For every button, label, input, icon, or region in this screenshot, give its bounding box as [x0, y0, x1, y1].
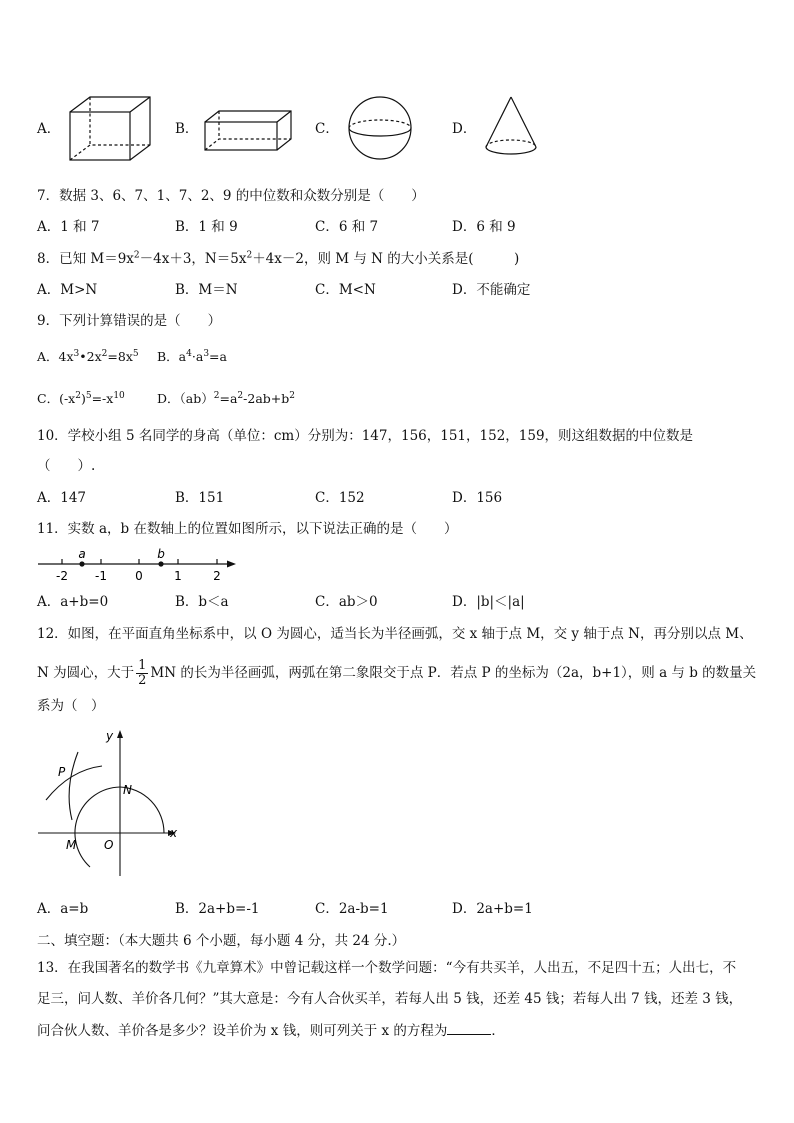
q13-line3: 问合伙人数、羊价各是多少？设羊价为 x 钱，则可列关于 x 的方程为 ．: [37, 1023, 505, 1039]
point-b-label: b: [157, 547, 165, 561]
q6-option-c-label: C．: [315, 121, 339, 137]
q11-option-a: A．a+b=0: [37, 594, 109, 610]
fraction-one-half: $\frac{1}{2}$: [138, 658, 147, 688]
q10-option-b: B．151: [175, 490, 225, 506]
q9-option-a: A．$4x^3•2x^2=8x^5$: [37, 348, 139, 364]
q6-option-d-label: D．: [452, 121, 477, 137]
q12-option-a: A．a=b: [37, 901, 89, 917]
tick-label: -1: [95, 569, 107, 583]
point-m-label: M: [66, 838, 77, 852]
q12-option-b: B．2a+b=-1: [175, 901, 260, 917]
q7-stem: 7．数据 3、6、7、1、7、2、9 的中位数和众数分别是（ ）: [37, 188, 425, 204]
point-p-label: P: [58, 765, 66, 779]
q8-option-b: B．M＝N: [175, 282, 238, 298]
q12-option-d: D．2a+b=1: [452, 901, 533, 917]
q8-option-a: A．M>N: [37, 282, 98, 298]
q9-option-c: C．$(-x^2)^5=-x^{10}$: [37, 390, 125, 406]
q11-option-d: D．|b|＜|a|: [452, 594, 525, 610]
cuboid-figure: [202, 108, 296, 154]
cube-figure: [66, 94, 154, 164]
point-a-dot: [79, 561, 84, 566]
section-heading: 二、填空题：（本大题共 6 个小题，每小题 4 分，共 24 分.）: [37, 933, 406, 949]
q6-option-a-label: A．: [37, 121, 61, 137]
q13-line1: 13．在我国著名的数学书《九章算术》中曾记载这样一个数学问题：“今有共买羊，人出五，不足四十五；人出七，不: [37, 960, 737, 976]
q10-option-d: D．156: [452, 490, 503, 506]
arrow-right-icon: [227, 561, 236, 568]
arc-from-m: [69, 752, 78, 820]
q9-option-d: D．$(ab)^2=a^2-2ab+b^2$: [157, 390, 295, 406]
tick-label: 0: [135, 569, 143, 583]
q7-option-a: A．1 和 7: [37, 219, 100, 235]
q8-option-c: C．M<N: [315, 282, 376, 298]
q7-option-c: C．6 和 7: [315, 219, 379, 235]
q9-stem: 9．下列计算错误的是（ ）: [37, 313, 222, 329]
tick-label: 2: [213, 569, 221, 583]
arc-mn-lower: [75, 787, 120, 867]
q7-option-d: D．6 和 9: [452, 219, 516, 235]
answer-blank[interactable]: [447, 1021, 491, 1035]
q8-option-d: D．不能确定: [452, 282, 531, 298]
q10-stem-line2: （ ）.: [37, 458, 96, 474]
x-axis-label: x: [170, 826, 178, 840]
point-b-dot: [158, 561, 163, 566]
point-a-label: a: [78, 547, 86, 561]
q12-option-c: C．2a-b=1: [315, 901, 389, 917]
coordinate-figure: [36, 724, 186, 884]
tick-label: 1: [174, 569, 182, 583]
y-axis-label: y: [106, 729, 114, 743]
sphere-figure: [345, 95, 417, 161]
q11-stem: 11．实数 a，b 在数轴上的位置如图所示，以下说法正确的是（ ）: [37, 521, 458, 537]
q11-option-c: C．ab＞0: [315, 594, 378, 610]
point-n-label: N: [123, 783, 132, 797]
q10-stem-line1: 10．学校小组 5 名同学的身高（单位：cm）分别为：147，156，151，152，159，则这组数据的中位数是: [37, 428, 694, 444]
number-line-figure: [36, 546, 240, 586]
q6-option-b-label: B．: [175, 121, 199, 137]
q12-stem-line3: 系为（ ）: [37, 698, 105, 714]
q7-option-b: B．1 和 9: [175, 219, 238, 235]
q12-stem-line2: N 为圆心，大于 $\frac{1}{2}$ MN 的长为半径画弧，两弧在第二象限交于点 P．若点 P 的坐标为（2a，b+1），则 a 与 b 的数量关: [37, 658, 757, 688]
q10-option-a: A．147: [37, 490, 87, 506]
q8-stem: 8．已知 $M=9x^2-4x+3$，$N=5x^2+4x-2$，则 M 与 N 的大小关系是( ): [37, 250, 520, 267]
cone-figure: [482, 94, 542, 160]
q13-line2: 足三，问人数、羊价各几何？”其大意是：今有人合伙买羊，若每人出 5 钱，还差 45 钱；若每人出 7 钱，还差 3 钱，: [37, 991, 743, 1007]
q10-option-c: C．152: [315, 490, 365, 506]
tick-label: -2: [56, 569, 68, 583]
q12-stem-line1: 12．如图，在平面直角坐标系中，以 O 为圆心，适当长为半径画弧，交 x 轴于点 M，交 y 轴于点 N，再分别以点 M、: [37, 626, 753, 642]
y-axis-arrow-icon: [117, 730, 123, 738]
arc-from-n: [46, 766, 102, 800]
q11-option-b: B．b＜a: [175, 594, 229, 610]
q9-option-b: B．$a^4\cdot a^3=a$: [157, 348, 227, 364]
origin-label: O: [104, 838, 114, 852]
